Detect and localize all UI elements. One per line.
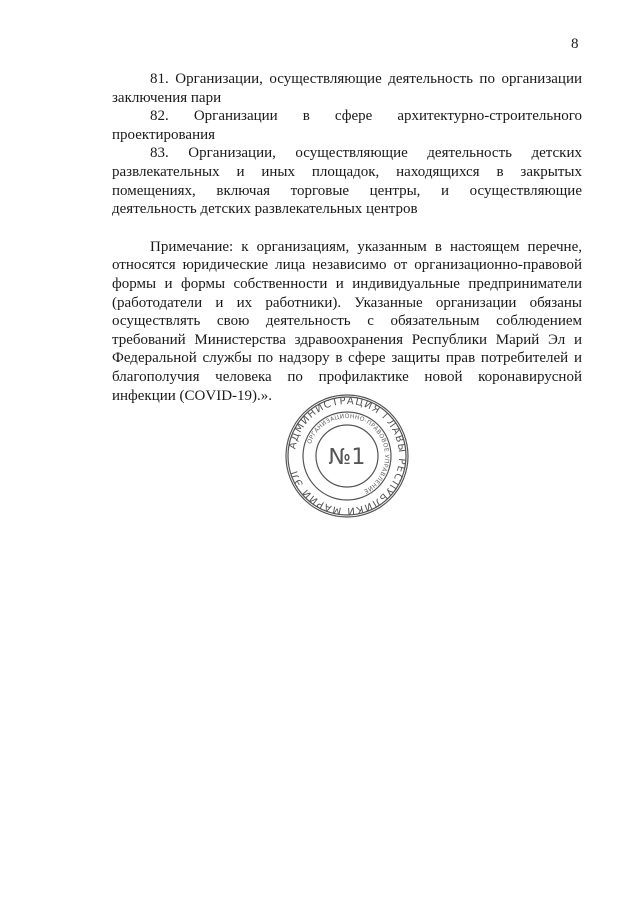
document-body <box>112 70 582 405</box>
note-paragraph <box>112 238 582 405</box>
list-item-82 <box>112 107 582 144</box>
item-text: Организации в сфере архитектурно-строительного проектирования <box>112 108 582 143</box>
item-number: 82. <box>150 108 169 125</box>
page-number: 8 <box>571 36 579 52</box>
note-text: к организациям, указанным в настоящем перечне, относятся юридические лица независимо от организационно-правовой формы и формы собственности и индивидуальные предприниматели (работодатели и их работники). Указанные организации обязаны осуществлять свою деятельность с обязательным соблюдением требований Министерства здравоохранения Республики Марий Эл и Федеральной службы по надзору в сфере защиты прав потребителей и благополучия человека по профилактике новой коронавирусной инфекции (COVID-19).». <box>112 238 582 404</box>
item-text: Организации, осуществляющие деятельность детских развлекательных и иных площадок, находящихся в закрытых помещениях, включая торговые центры, и осуществляющие деятельность детских развлекательных центров <box>112 145 582 218</box>
seal-center-number: №1 <box>328 445 366 470</box>
list-item-83 <box>112 144 582 218</box>
list-item-81 <box>112 70 582 107</box>
item-number: 81. <box>150 71 169 87</box>
seal-outer-text: АДМИНИСТРАЦИЯ ГЛАВЫ РЕСПУБЛИКИ МАРИЙ ЭЛ <box>287 395 408 517</box>
official-seal-stamp <box>283 392 411 520</box>
item-number: 83. <box>150 145 169 162</box>
note-label: Примечание: <box>150 238 234 255</box>
seal-inner-text: ОРГАНИЗАЦИОННО-ПРАВОВОЕ УПРАВЛЕНИЕ <box>306 412 391 495</box>
item-text: Организации, осуществляющие деятельность по организации заключения пари <box>112 71 582 106</box>
